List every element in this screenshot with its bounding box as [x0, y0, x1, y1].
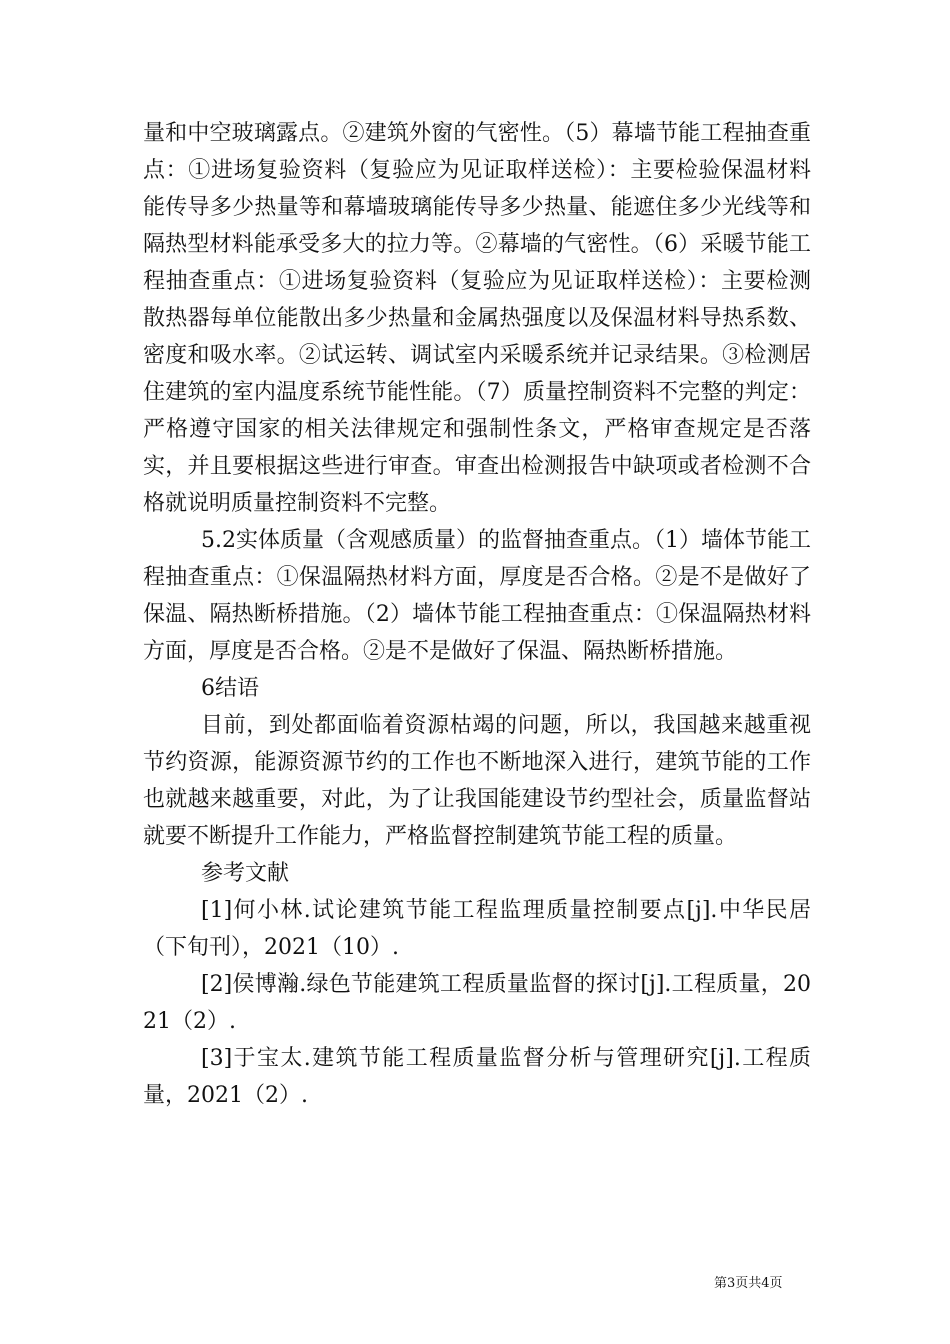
- section-heading-conclusion: 6结语: [201, 676, 259, 701]
- paragraph-continuation: 量和中空玻璃露点。②建筑外窗的气密性。（5）幕墙节能工程抽查重点：①进场复验资料（复验应为见证取样送检）：主要检验保温材料能传导多少热量等和幕墙玻璃能传导多少热量、能遮住多少光线等和隔热型材料能承受多大的拉力等。②幕墙的气密性。（6）采暖节能工程抽查重点：①进场复验资料（复验应为见证取样送检）：主要检测散热器每单位能散出多少热量和金属热强度以及保温材料导热系数、密度和吸水率。②试运转、调试室内采暖系统并记录结果。③检测居住建筑的室内温度系统节能性能。（7）质量控制资料不完整的判定：严格遵守国家的相关法律规定和强制性条文，严格审查规定是否落实，并且要根据这些进行审查。审查出检测报告中缺项或者检测不合格就说明质量控制资料不完整。: [143, 121, 811, 516]
- reference-item-1: [1]何小林.试论建筑节能工程监理质量控制要点[j].中华民居（下旬刊），2021（10）.: [143, 898, 811, 960]
- reference-item-2: [2]侯博瀚.绿色节能建筑工程质量监督的探讨[j].工程质量，2021（2）.: [143, 972, 811, 1034]
- paragraph-5-2: 5.2实体质量（含观感质量）的监督抽查重点。（1）墙体节能工程抽查重点：①保温隔热材料方面，厚度是否合格。②是不是做好了保温、隔热断桥措施。（2）墙体节能工程抽查重点：①保温隔热材料方面，厚度是否合格。②是不是做好了保温、隔热断桥措施。: [143, 528, 811, 664]
- references-heading: 参考文献: [201, 861, 290, 886]
- reference-item-3: [3]于宝太.建筑节能工程质量监督分析与管理研究[j].工程质量，2021（2）.: [143, 1046, 811, 1108]
- page-number-footer: 第3页共4页: [714, 1276, 783, 1291]
- paragraph-conclusion: 目前，到处都面临着资源枯竭的问题，所以，我国越来越重视节约资源，能源资源节约的工作也不断地深入进行，建筑节能的工作也就越来越重要，对此，为了让我国能建设节约型社会，质量监督站就要不断提升工作能力，严格监督控制建筑节能工程的质量。: [143, 713, 811, 849]
- document-body: [143, 115, 811, 1114]
